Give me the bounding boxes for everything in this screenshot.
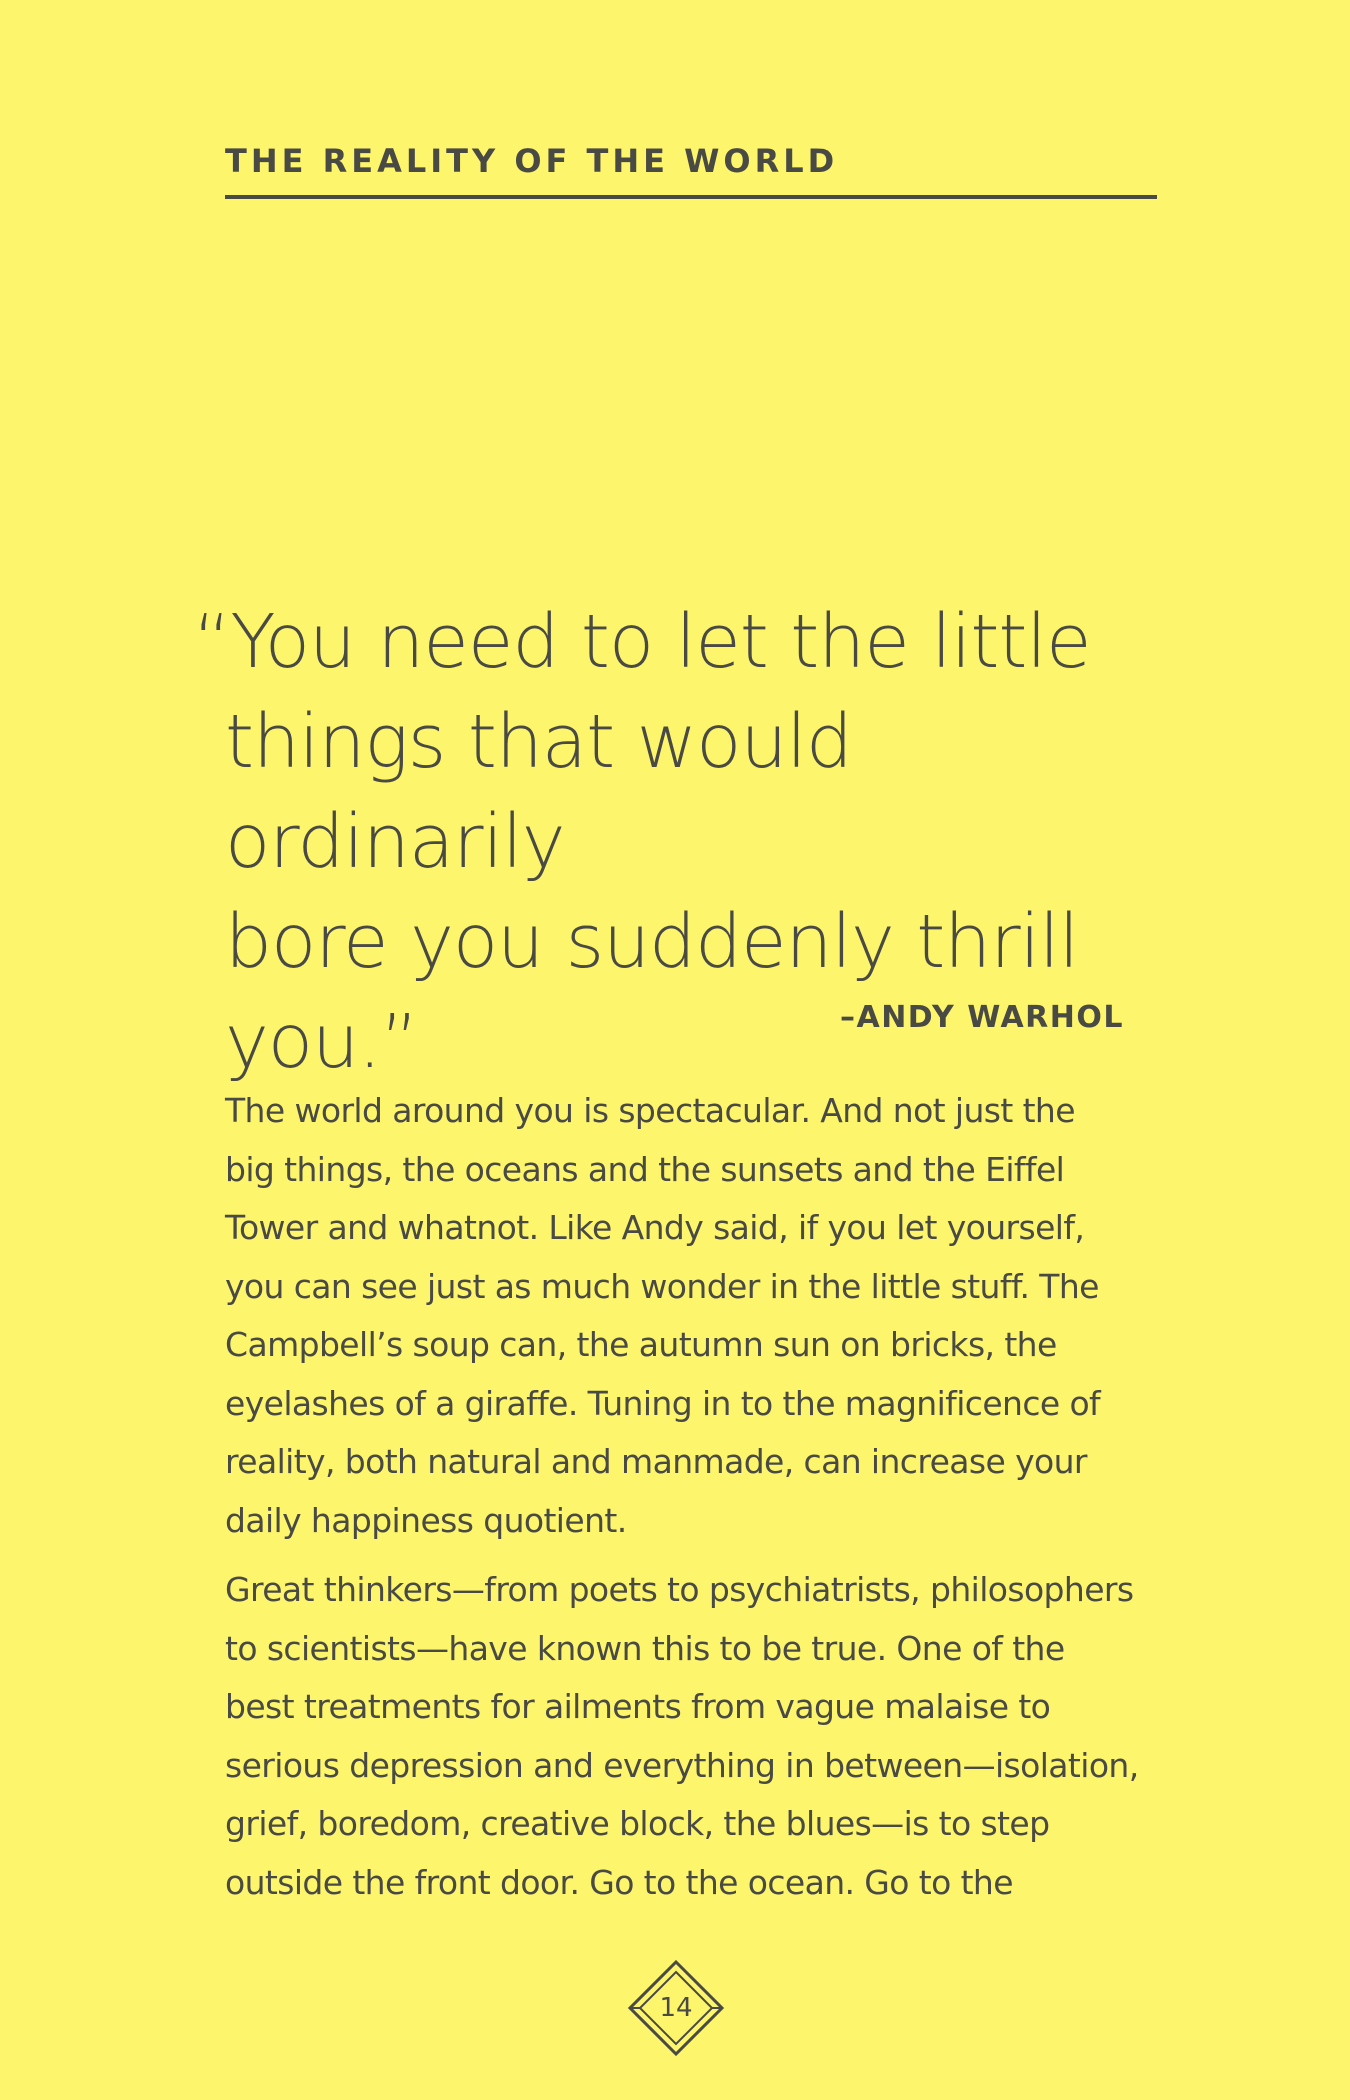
paragraph-1 [225, 1082, 1125, 1550]
text-line: reality, both natural and manmade, can increase your [225, 1442, 1087, 1481]
text-line: Campbell’s soup can, the autumn sun on bricks, the [225, 1325, 1057, 1364]
text-line: outside the front door. Go to the ocean. Go to the [225, 1862, 1013, 1902]
section-title: THE REALITY OF THE WORLD [225, 142, 839, 180]
page-number: 14 [659, 1993, 693, 2023]
text-line: The world around you is spectacular. And not just the [225, 1091, 1075, 1130]
page-header [225, 142, 1157, 199]
header-rule [225, 195, 1157, 199]
text-line: to scientists—have known this to be true. One of the [225, 1628, 1065, 1668]
text-line: grief, boredom, creative block, the blues—is to step [225, 1804, 1050, 1843]
quote-line: you.” [225, 999, 418, 1085]
text-line: big things, the oceans and the sunsets and the Eiffel [225, 1149, 1065, 1189]
body-text [225, 1082, 1139, 1923]
quote-line: things that would ordinarily [225, 699, 852, 885]
quote-line: “You need to let the little [193, 599, 1091, 685]
text-line: serious depression and everything in between—isolation, [225, 1745, 1139, 1785]
text-line: daily happiness quotient. [225, 1500, 627, 1540]
text-line: eyelashes of a giraffe. Tuning in to the magnificence of [225, 1383, 1101, 1423]
quote-line: bore you suddenly thrill [225, 899, 1079, 985]
quote-attribution: –ANDY WARHOL [839, 1000, 1124, 1035]
paragraph-2 [225, 1561, 1139, 1912]
text-line: Tower and whatnot. Like Andy said, if you let yourself, [225, 1208, 1085, 1247]
text-line: best treatments for ailments from vague malaise to [225, 1687, 1051, 1726]
text-line: Great thinkers—from poets to psychiatrists, philosophers [225, 1570, 1134, 1609]
text-line: you can see just as much wonder in the little stuff. The [225, 1266, 1099, 1306]
page-number-badge [628, 1960, 724, 2056]
